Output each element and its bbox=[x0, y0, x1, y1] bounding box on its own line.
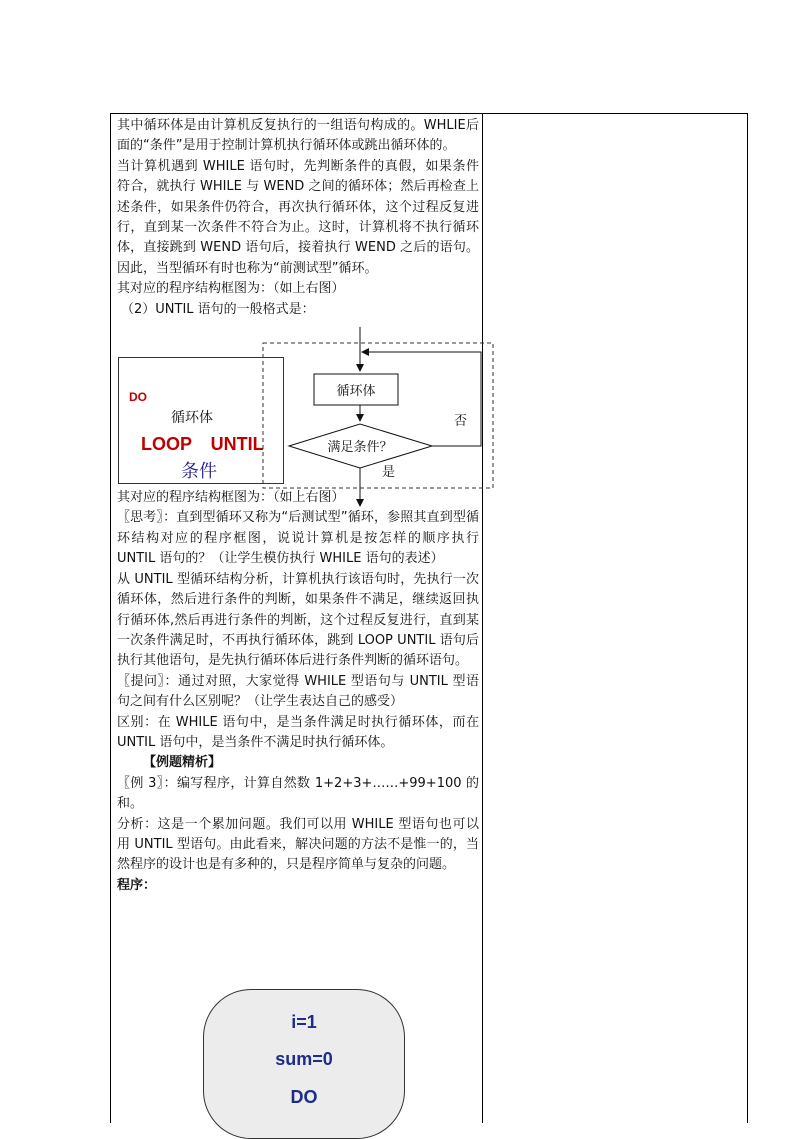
paragraph-analysis: 分析：这是一个累加问题。我们可以用 WHILE 型语句也可以用 UNTIL 型语句。由此看来，解决问题的方法不是惟一的，当然程序的设计也是有多种的，只是程序简单与复杂的问题。 bbox=[117, 816, 479, 873]
loop-until-keyword: LOOP UNTIL bbox=[141, 434, 264, 454]
paragraph-difference: 区别：在 WHILE 语句中，是当条件满足时执行循环体，而在 UNTIL 语句中，是当条件不满足时执行循环体。 bbox=[117, 714, 479, 750]
no-label: 否 bbox=[454, 414, 468, 429]
loop-body-label: 循环体 bbox=[171, 410, 213, 426]
program-line-3: DO bbox=[290, 1087, 318, 1107]
program-label: 程序： bbox=[117, 877, 157, 893]
program-box bbox=[203, 989, 405, 1139]
until-flowchart bbox=[262, 325, 502, 510]
paragraph-example-3: 〖例 3〗：编写程序，计算自然数 1+2+3+……+99+100 的和。 bbox=[117, 775, 479, 812]
program-line-1: i=1 bbox=[291, 1012, 317, 1032]
yes-label: 是 bbox=[382, 465, 396, 480]
paragraph-until-format: （2）UNTIL 语句的一般格式是： bbox=[121, 301, 315, 317]
condition-label: 条件 bbox=[181, 461, 217, 482]
paragraph-until-analysis: 从 UNTIL 型循环结构分析，计算机执行该语句时，先执行一次循环体，然后进行条件的判断，如果条件不满足，继续返回执行循环体,然后再进行条件的判断，这个过程反复进行，直到某一次条件满足时，不再执行循环体，跳到 LOOP UNTIL 语句后执行其他语句，是先执行循环体后进行条件判断的循环语句。 bbox=[117, 571, 479, 669]
paragraph-loop-body: 其中循环体是由计算机反复执行的一组语句构成的。WHLIE后面的“条件”是用于控制计算机执行循环体或跳出循环体的。 bbox=[117, 118, 479, 154]
example-heading: 【例题精析】 bbox=[143, 755, 222, 771]
paragraph-flowchart-ref: 其对应的程序结构框图为：（如上右图） bbox=[117, 281, 345, 297]
paragraph-while-explanation: 当计算机遇到 WHILE 语句时，先判断条件的真假，如果条件符合，就执行 WHILE 与 WEND 之间的循环体；然后再检查上述条件，如果条件仍符合，再次执行循环体，这个过程反复进行，直到某一次条件不符合为止。这时，计算机将不执行循环体，直接跳到 WEND 语句后，接着执行 WEND 之后的语句。因此，当型循环有时也称为“前测试型”循环。 bbox=[117, 158, 479, 276]
paragraph-flowchart-ref-2: 其对应的程序结构框图为：（如上右图） bbox=[117, 490, 345, 506]
decision-label: 满足条件？ bbox=[327, 440, 393, 455]
paragraph-think: 〖思考〗：直到型循环又称为“后测试型”循环，参照其直到型循环结构对应的程序框图，说说计算机是按怎样的顺序执行 UNTIL 语句的？（让学生模仿执行 WHILE 语句的表述） bbox=[117, 510, 479, 567]
do-keyword: DO bbox=[129, 390, 147, 404]
column-divider bbox=[482, 113, 483, 1123]
until-syntax-box bbox=[118, 357, 284, 484]
program-line-2: sum=0 bbox=[275, 1049, 333, 1069]
process-label: 循环体 bbox=[336, 384, 376, 399]
paragraph-question: 〖提问〗：通过对照，大家觉得 WHILE 型语句与 UNTIL 型语句之间有什么区别呢？（让学生表达自己的感受） bbox=[117, 673, 479, 710]
